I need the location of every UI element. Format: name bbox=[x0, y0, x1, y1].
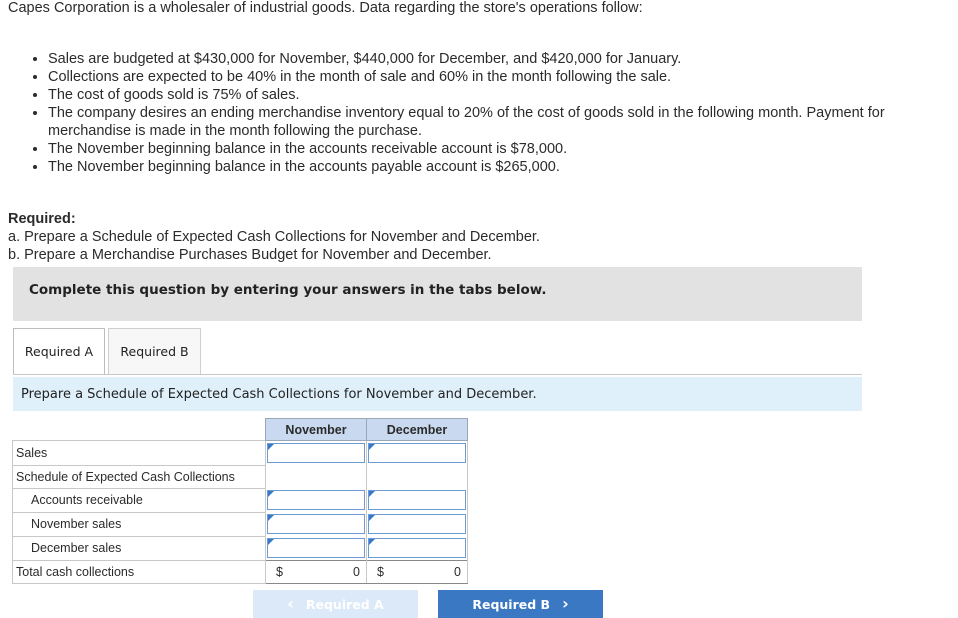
chevron-right-icon: › bbox=[562, 594, 569, 613]
total-december-value: 0 bbox=[454, 565, 461, 579]
sales-november-cell bbox=[266, 441, 367, 466]
tab-required-a[interactable]: Required A bbox=[13, 328, 105, 374]
schedule-december-cell bbox=[367, 465, 468, 488]
row-label-accounts-receivable: Accounts receivable bbox=[13, 488, 266, 512]
sales-november-input[interactable] bbox=[267, 443, 365, 463]
currency-symbol: $ bbox=[377, 565, 384, 579]
ar-december-input[interactable] bbox=[368, 490, 466, 510]
ar-december-cell bbox=[367, 488, 468, 512]
row-label-november-sales: November sales bbox=[13, 512, 266, 536]
sales-december-cell bbox=[367, 441, 468, 466]
next-tab-button[interactable] bbox=[438, 590, 603, 618]
banner-text: Complete this question by entering your answers in the tabs below. bbox=[29, 282, 547, 298]
novsales-december-input[interactable] bbox=[368, 514, 466, 534]
novsales-november-cell bbox=[266, 512, 367, 536]
ar-november-cell bbox=[266, 488, 367, 512]
novsales-november-input[interactable] bbox=[267, 514, 365, 534]
bullet-accounts-payable: • The November beginning balance in the accounts payable account is $265,000. bbox=[48, 158, 958, 176]
tab-instruction-text: Prepare a Schedule of Expected Cash Collections for November and December. bbox=[21, 387, 537, 402]
decsales-november-cell bbox=[266, 536, 367, 561]
column-header-november: November bbox=[266, 419, 367, 441]
bullet-accounts-receivable: • The November beginning balance in the accounts receivable account is $78,000. bbox=[48, 140, 958, 158]
next-tab-label: Required B bbox=[472, 596, 551, 612]
total-december-cell bbox=[367, 561, 468, 584]
decsales-december-input[interactable] bbox=[368, 538, 466, 558]
tab-instruction-bar bbox=[13, 377, 862, 411]
tab-required-b[interactable]: Required B bbox=[108, 328, 201, 374]
bullet-cogs: • The cost of goods sold is 75% of sales. bbox=[48, 86, 958, 104]
table-row bbox=[13, 561, 468, 584]
total-november-cell bbox=[266, 561, 367, 584]
tab-divider bbox=[13, 374, 862, 375]
required-b-text: b. Prepare a Merchandise Purchases Budget for November and December. bbox=[8, 247, 492, 263]
row-label-december-sales: December sales bbox=[13, 536, 266, 561]
row-label-schedule: Schedule of Expected Cash Collections bbox=[13, 465, 266, 488]
data-bullet-list bbox=[30, 50, 958, 176]
novsales-december-cell bbox=[367, 512, 468, 536]
header-blank-cell bbox=[13, 419, 266, 441]
bullet-collections: • Collections are expected to be 40% in the month of sale and 60% in the month following the sale. bbox=[48, 68, 958, 86]
decsales-december-cell bbox=[367, 536, 468, 561]
currency-symbol: $ bbox=[276, 565, 283, 579]
table-row bbox=[13, 488, 468, 512]
sales-december-input[interactable] bbox=[368, 443, 466, 463]
bullet-sales: • Sales are budgeted at $430,000 for November, $440,000 for December, and $420,000 for January. bbox=[48, 50, 958, 68]
table-row bbox=[13, 512, 468, 536]
row-label-sales: Sales bbox=[13, 441, 266, 466]
decsales-november-input[interactable] bbox=[267, 538, 365, 558]
required-section bbox=[8, 210, 540, 264]
schedule-november-cell bbox=[266, 465, 367, 488]
chevron-left-icon: ‹ bbox=[287, 594, 294, 613]
table-row bbox=[13, 441, 468, 466]
ar-november-input[interactable] bbox=[267, 490, 365, 510]
column-header-december: December bbox=[367, 419, 468, 441]
cash-collections-schedule bbox=[12, 418, 468, 584]
header-row bbox=[13, 419, 468, 441]
bullet-inventory: • The company desires an ending merchandise inventory equal to 20% of the cost of goods sold in the following month. Payment for merchandise is made in the month following the purchase. bbox=[48, 104, 958, 140]
table-row bbox=[13, 465, 468, 488]
prev-tab-button[interactable] bbox=[253, 590, 418, 618]
required-heading: Required: bbox=[8, 211, 76, 227]
table-row bbox=[13, 536, 468, 561]
required-a-text: a. Prepare a Schedule of Expected Cash Collections for November and December. bbox=[8, 229, 540, 245]
prev-tab-label: Required A bbox=[305, 596, 384, 612]
instructions-banner bbox=[13, 267, 862, 321]
total-november-value: 0 bbox=[353, 565, 360, 579]
intro-text: Capes Corporation is a wholesaler of industrial goods. Data regarding the store's operations follow: bbox=[8, 0, 643, 16]
row-label-total: Total cash collections bbox=[13, 561, 266, 584]
